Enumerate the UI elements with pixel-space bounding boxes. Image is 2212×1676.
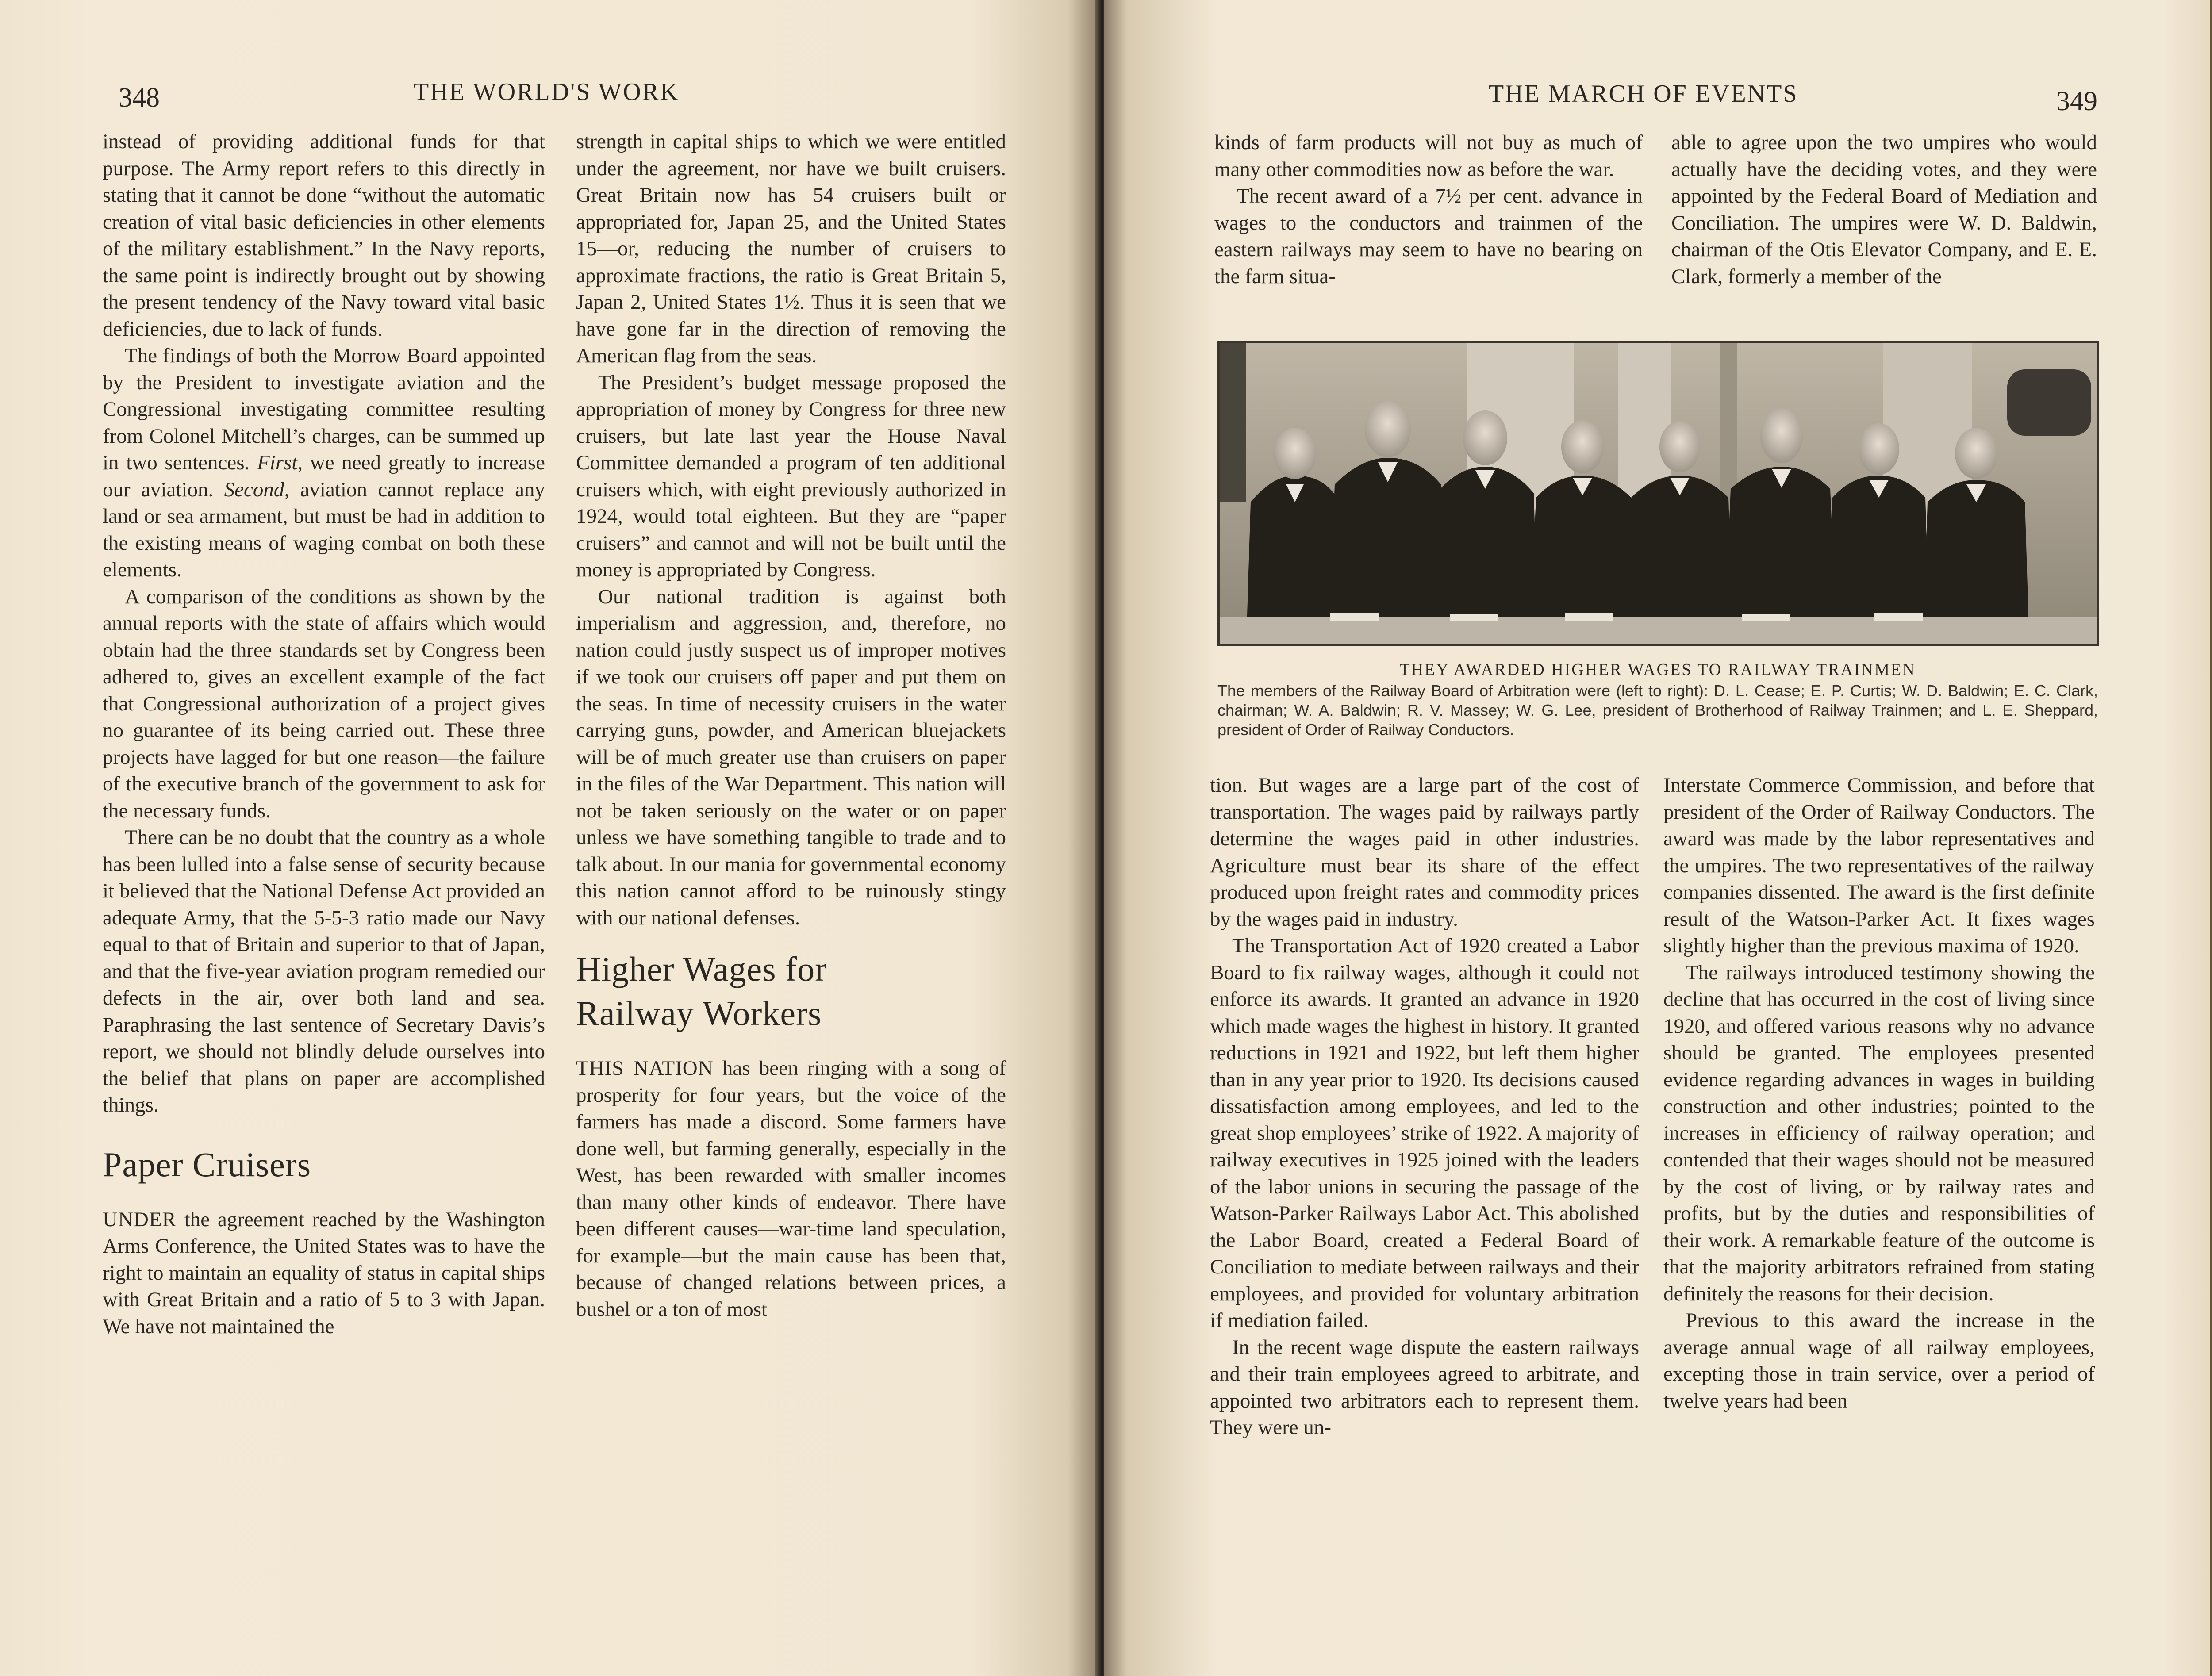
paragraph: The President’s budget message proposed the appropriation of money by Congress for three new cruisers, but late last year the House Naval Committee demanded a program of ten additional cruisers which, with eight previously authorized in 1924, would total eighteen. But they are “paper cruisers” and cannot and will not be built until the money is appropriated by Congress. xyxy=(576,371,1006,581)
right-column-2-bottom xyxy=(1663,772,2095,1414)
paragraph: UNDER the agreement reached by the Washington Arms Conference, the United States was to have the right to maintain an equality of status in capital ships with Great Britain and a ratio of 5 to 3 with Japan. We have not maintained the xyxy=(103,1208,545,1338)
paragraph: A comparison of the conditions as shown by the annual reports with the state of affairs which would obtain had the three standards set by Congress been adhered to, gives an excellent example of the fact that Congressional authorization of a project gives no guarantee of its being carried out. These three projects have lagged for but one reason—the failure of the executive branch of the government to ask for the necessary funds. xyxy=(103,585,545,822)
photo-image xyxy=(1220,343,2097,644)
running-head: THE WORLD'S WORK xyxy=(414,78,680,106)
paragraph: The recent award of a 7½ per cent. advance in wages to the conductors and trainmen of the eastern railways may seem to have no bearing on the farm situa- xyxy=(1214,184,1643,288)
paragraph: tion. But wages are a large part of the cost of transportation. The wages paid by railways partly determine the wages paid in other industries. Agriculture must bear its share of the effect produced upon freight rates and commodity prices by the wages paid in industry. xyxy=(1210,774,1639,931)
running-head: THE MARCH OF EVENTS xyxy=(1489,80,1798,107)
left-column-1 xyxy=(103,128,545,1340)
paragraph: Previous to this award the increase in the average annual wage of all railway employees, excepting those in train service, over a period of twelve years had been xyxy=(1663,1309,2095,1412)
paragraph: The Transportation Act of 1920 created a Labor Board to fix railway wages, although it could not enforce its awards. It granted an advance in 1920 which made wages the highest in history. It granted reductions in 1921 and 1922, but left them higher than in any year prior to 1920. Its decisions caused dissatisfaction among employees, and led to the great shop employees’ strike of 1922. A majority of railway executives in 1925 joined with the leaders of the labor unions in securing the passage of the Watson-Parker Railways Labor Act. This abolished the Labor Board, created a Federal Board of Conciliation to mediate between railways and their employees, and provided for voluntary arbitration if mediation failed. xyxy=(1210,934,1639,1332)
photo-caption-title: THEY AWARDED HIGHER WAGES TO RAILWAY TRAINMEN xyxy=(1399,660,1916,679)
paragraph: able to agree upon the two umpires who would actually have the deciding votes, and they were appointed by the Federal Board of Mediation and Conciliation. The umpires were W. D. Baldwin, chairman of the Otis Elevator Company, and E. E. Clark, formerly a member of the xyxy=(1671,131,2097,288)
section-heading: Paper Cruisers xyxy=(103,1145,311,1184)
paragraph: The railways introduced testimony showing the decline that has occurred in the cost of living since 1920, and offered various reasons why no advance should be granted. The employees presented evidence regarding advances in wages in building construction and other industries; pointed to the increases in efficiency of railway operation; and contended that their wages should not be measured by the cost of living, or by railway rates and profits, but by the duties and responsibilities of their work. A remarkable feature of the outcome is that the majority arbitrators refrained from stating definitely the reasons for their decision. xyxy=(1663,961,2095,1305)
right-column-1-top xyxy=(1214,129,1643,290)
paragraph: Our national tradition is against both imperialism and aggression, and, therefore, no nation could justly suspect us of improper motives if we took our cruisers off paper and put them on the seas. In time of necessity cruisers in the water carrying guns, powder, and American bluejackets will be of much greater use than cruisers on paper in the files of the War Department. This nation will not be taken seriously on the water or on paper unless we have something tangible to trade and to talk about. In our mania for governmental economy this nation cannot afford to be ruinously stingy with our national defenses. xyxy=(576,585,1006,929)
right-column-2-top xyxy=(1671,129,2097,290)
page-edges xyxy=(2210,0,2212,1676)
paragraph: In the recent wage dispute the eastern railways and their train employees agreed to arbitrate, and appointed two arbitrators each to represent them. They were un- xyxy=(1210,1335,1639,1439)
paragraph: The findings of both the Morrow Board appointed by the President to investigate aviation and the Congressional investigating committee resulting from Colonel Mitchell’s charges, can be summed up in two sentences. First, we need greatly to increase our aviation. Second, aviation cannot replace any land or sea armament, but must be had in addition to the existing means of waging combat on both these elements. xyxy=(103,344,545,581)
photo-caption: The members of the Railway Board of Arbitration were (left to right): D. L. Cease; E. P. Curtis; W. D. Baldwin; E. C. Clark, chairman; W. A. Baldwin; R. V. Massey; W. G. Lee, president of Brotherhood of Railway Trainmen; and L. E. Sheppard, president of Order of Railway Conductors. xyxy=(1217,682,2098,739)
right-column-1-bottom xyxy=(1210,772,1639,1441)
paragraph: kinds of farm products will not buy as much of many other commodities now as before the war. xyxy=(1214,131,1643,181)
section-heading: Higher Wages for Railway Workers xyxy=(576,950,827,1032)
paragraph: THIS NATION has been ringing with a song of prosperity for four years, but the voice of the farmers has made a discord. Some farmers have done well, but farming generally, especially in the West, has been rewarded with smaller incomes than many other kinds of endeavor. There have been different causes—war-time land speculation, for example—but the main cause has been that, because of changed relations between prices, a bushel or a ton of most xyxy=(576,1057,1006,1321)
paragraph: instead of providing additional funds for that purpose. The Army report refers to this directly in stating that it cannot be done “without the automatic creation of vital basic deficiencies in other elements of the military establishment.” In the Navy reports, the same point is indirectly brought out by showing the present tendency of the Navy toward vital basic deficiencies, due to lack of funds. xyxy=(103,130,545,341)
group-photograph xyxy=(1217,341,2099,646)
left-page xyxy=(0,0,1101,1676)
paragraph: There can be no doubt that the country as a whole has been lulled into a false sense of security because it believed that the National Defense Act provided an adequate Army, that the 5-5-3 ratio made our Navy equal to that of Britain and superior to that of Japan, and that the five-year aviation program remedied our defects in the air, over both land and sea. Paraphrasing the last sentence of Secretary Davis’s report, we should not blindly delude ourselves into the belief that plans on paper are accomplished things. xyxy=(103,826,545,1116)
left-column-2 xyxy=(576,128,1006,1323)
paragraph: Interstate Commerce Commission, and before that president of the Order of Railway Conductors. The award was made by the labor representatives and the umpires. The two representatives of the railway companies dissented. The award is the first definite result of the Watson-Parker Act. It fixes wages slightly higher than the previous maxima of 1920. xyxy=(1663,774,2095,957)
paragraph: strength in capital ships to which we were entitled under the agreement, nor have we built cruisers. Great Britain now has 54 cruisers built or appropriated for, Japan 25, and the United States 15—or, reducing the number of cruisers to approximate fractions, the ratio is Great Britain 5, Japan 2, United States 1½. Thus it is seen that we have gone far in the direction of removing the American flag from the seas. xyxy=(576,130,1006,367)
page-number: 349 xyxy=(2056,86,2097,116)
page-number: 348 xyxy=(119,83,160,113)
